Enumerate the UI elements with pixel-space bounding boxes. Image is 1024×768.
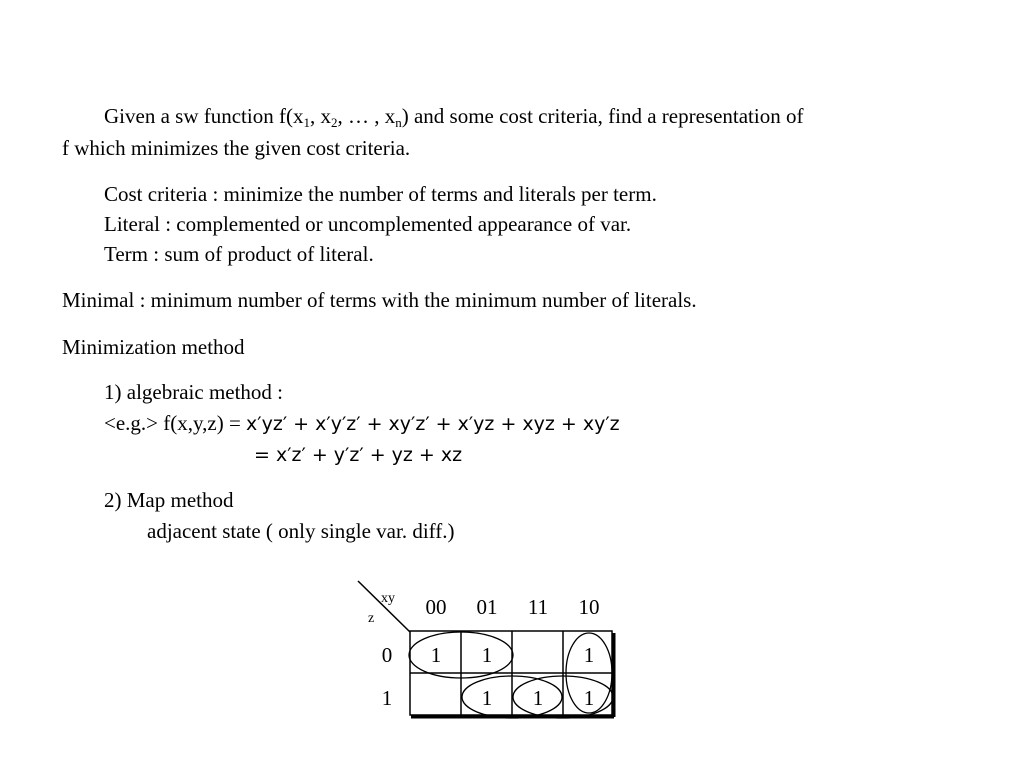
intro-text-end: ) and some cost criteria, find a representation of (401, 104, 804, 128)
kmap-row-label-1: 1 (381, 686, 393, 710)
kmap-cell-r0-c0: 1 (430, 643, 442, 667)
kmap-cell-r1-c2: 1 (532, 686, 544, 710)
kmap-col-label-10: 10 (578, 595, 600, 619)
example-expression: x′yz′ + x′y′z′ + xy′z′ + x′yz + xyz + xy′z (246, 413, 620, 435)
subscript-n: n (395, 115, 402, 130)
subscript-1: 1 (303, 115, 310, 130)
example-prefix: <e.g.> f(x,y,z) = (104, 411, 247, 435)
kmap-cell-r1-c3: 1 (583, 686, 595, 710)
kmap-column-variable: xy (381, 591, 395, 606)
kmap-cell-r1-c1: 1 (481, 686, 493, 710)
kmap-cell-r0-c1: 1 (481, 643, 493, 667)
minimization-method-heading: Minimization method (62, 335, 245, 359)
kmap-row-label-0: 0 (381, 643, 393, 667)
kmap-corner-diagonal (358, 581, 410, 632)
kmap-row-variable: z (368, 611, 375, 626)
minimal-definition-line: Minimal : minimum number of terms with the minimum number of literals. (62, 288, 697, 312)
literal-definition-line: Literal : complemented or uncomplemented appearance of var. (104, 212, 632, 236)
term-definition-line: Term : sum of product of literal. (104, 242, 374, 266)
kmap-col-label-01: 01 (476, 595, 498, 619)
map-method-note: adjacent state ( only single var. diff.) (147, 519, 455, 543)
subscript-2: 2 (330, 115, 338, 130)
intro-line-2: f which minimizes the given cost criteria. (62, 136, 411, 160)
map-method-heading: 2) Map method (104, 488, 234, 512)
intro-separator-1: , x (309, 104, 331, 128)
kmap-col-label-00: 00 (425, 595, 447, 619)
kmap-cell-r0-c3: 1 (583, 643, 595, 667)
kmap-col-label-11: 11 (527, 595, 549, 619)
algebraic-method-heading: 1) algebraic method : (104, 380, 284, 404)
algebraic-result-line: = x′z′ + y′z′ + yz + xz (254, 444, 463, 466)
intro-separator-2: , … , x (337, 104, 396, 128)
intro-text-start: Given a sw function f(x (104, 104, 304, 128)
cost-criteria-line: Cost criteria : minimize the number of terms and literals per term. (104, 182, 657, 206)
